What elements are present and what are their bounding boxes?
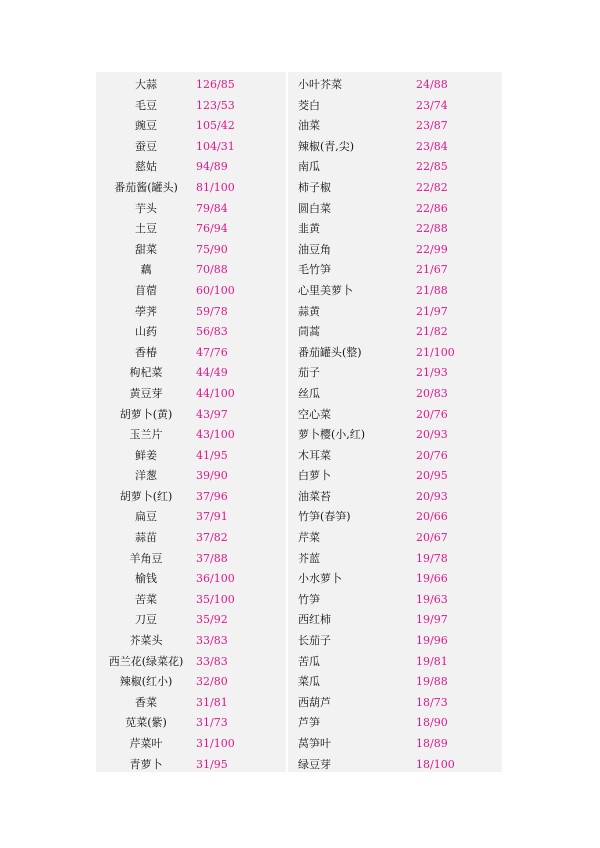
right-item-value: 21/100	[416, 345, 455, 359]
left-item-value: 32/80	[196, 675, 228, 689]
table-row	[0, 631, 600, 652]
table-row	[0, 590, 600, 611]
left-item-value: 60/100	[196, 283, 235, 297]
right-item-value: 19/96	[416, 634, 448, 648]
left-item-value: 31/81	[196, 695, 228, 709]
left-item-name: 慈姑	[135, 160, 157, 174]
right-item-name: 柿子椒	[298, 180, 331, 194]
right-item-value: 19/78	[416, 551, 448, 565]
table-row	[0, 549, 600, 570]
left-item-value: 56/83	[196, 325, 228, 339]
right-item-value: 22/88	[416, 222, 448, 236]
left-item-name: 蚕豆	[135, 139, 157, 153]
table-row	[0, 137, 600, 158]
left-item-name: 辣椒(红小)	[119, 675, 173, 689]
table-row	[0, 528, 600, 549]
right-item-name: 丝瓜	[298, 386, 320, 400]
right-item-name: 茄子	[298, 366, 320, 380]
left-item-name: 青萝卜	[129, 757, 163, 771]
table-row	[0, 343, 600, 364]
left-item-value: 35/92	[196, 613, 228, 627]
right-item-name: 毛竹笋	[298, 263, 331, 277]
right-item-value: 21/97	[416, 304, 448, 318]
right-item-value: 24/88	[416, 78, 448, 91]
left-item-name: 香菜	[135, 695, 157, 709]
left-item-name: 番茄酱(罐头)	[114, 180, 178, 194]
right-item-name: 竹笋	[298, 592, 320, 606]
right-item-name: 茭白	[298, 98, 320, 112]
left-item-name: 芋头	[135, 201, 157, 215]
right-item-value: 20/67	[416, 531, 448, 545]
left-item-value: 94/89	[196, 160, 228, 174]
left-item-value: 59/78	[196, 304, 228, 318]
right-item-name: 白萝卜	[298, 469, 331, 483]
right-item-value: 20/76	[416, 407, 448, 421]
left-item-value: 126/85	[196, 78, 235, 91]
table-row	[0, 652, 600, 673]
left-item-name: 枸杞菜	[129, 366, 163, 380]
table-row	[0, 363, 600, 384]
right-item-value: 22/82	[416, 180, 448, 194]
right-item-name: 芥蓝	[298, 551, 320, 565]
vegetable-table	[0, 75, 600, 775]
right-item-value: 18/73	[416, 695, 448, 709]
right-item-value: 18/100	[416, 757, 455, 771]
right-item-name: 空心菜	[298, 407, 331, 421]
right-item-value: 18/89	[416, 737, 448, 750]
left-item-value: 41/95	[196, 448, 228, 462]
right-item-name: 蒜黄	[298, 304, 320, 318]
left-item-name: 豌豆	[135, 119, 157, 133]
right-item-value: 23/87	[416, 119, 448, 133]
table-row	[0, 240, 600, 261]
right-item-value: 20/83	[416, 386, 448, 400]
table-row	[0, 713, 600, 734]
left-item-name: 大蒜	[135, 78, 157, 91]
table-row	[0, 199, 600, 220]
left-item-name: 藕	[140, 263, 152, 277]
right-item-value: 20/76	[416, 448, 448, 462]
right-item-value: 23/84	[416, 139, 448, 153]
right-item-value: 21/88	[416, 283, 448, 297]
right-item-name: 心里美萝卜	[298, 283, 353, 297]
left-item-value: 123/53	[196, 98, 235, 112]
left-item-value: 44/49	[196, 366, 228, 380]
left-item-name: 洋葱	[135, 469, 157, 483]
right-item-name: 小叶芥菜	[298, 78, 342, 91]
left-item-value: 75/90	[196, 242, 228, 256]
left-item-value: 35/100	[196, 592, 235, 606]
right-item-name: 萝卜樱(小,红)	[298, 428, 366, 442]
left-item-value: 33/83	[196, 634, 228, 648]
left-item-name: 苦菜	[135, 592, 157, 606]
right-item-name: 南瓜	[298, 160, 320, 174]
table-row	[0, 322, 600, 343]
right-item-name: 菜瓜	[298, 675, 320, 689]
right-item-value: 23/74	[416, 98, 448, 112]
left-item-value: 31/100	[196, 737, 235, 750]
table-row	[0, 693, 600, 714]
left-item-value: 43/97	[196, 407, 228, 421]
left-item-value: 36/100	[196, 572, 235, 586]
table-row	[0, 755, 600, 776]
left-item-name: 胡萝卜(黄)	[119, 407, 173, 421]
right-item-name: 长茄子	[298, 634, 331, 648]
table-row	[0, 487, 600, 508]
left-item-name: 山药	[135, 325, 157, 339]
left-item-name: 土豆	[135, 222, 157, 236]
left-item-value: 37/88	[196, 551, 228, 565]
table-row	[0, 75, 600, 96]
right-item-name: 西葫芦	[298, 695, 331, 709]
table-row	[0, 446, 600, 467]
left-item-name: 甜菜	[135, 242, 157, 256]
left-item-name: 榆钱	[135, 572, 157, 586]
table-row	[0, 466, 600, 487]
left-item-name: 苜蓿	[135, 283, 157, 297]
table-row	[0, 281, 600, 302]
table-row	[0, 96, 600, 117]
left-item-name: 羊角豆	[129, 551, 163, 565]
left-item-name: 鲜姜	[135, 448, 157, 462]
right-item-name: 莴笋叶	[298, 737, 331, 750]
right-item-value: 20/93	[416, 428, 448, 442]
table-row	[0, 569, 600, 590]
right-item-name: 圆白菜	[298, 201, 331, 215]
left-item-value: 31/73	[196, 716, 228, 730]
table-row	[0, 302, 600, 323]
left-item-value: 31/95	[196, 757, 228, 771]
left-item-name: 扁豆	[135, 510, 157, 524]
right-item-name: 绿豆芽	[298, 757, 331, 771]
left-item-value: 37/91	[196, 510, 228, 524]
right-item-value: 19/97	[416, 613, 448, 627]
left-item-value: 33/83	[196, 654, 228, 668]
left-item-name: 刀豆	[135, 613, 157, 627]
right-item-value: 22/86	[416, 201, 448, 215]
left-item-value: 44/100	[196, 386, 235, 400]
left-item-value: 105/42	[196, 119, 235, 133]
left-item-name: 芥菜头	[129, 634, 163, 648]
right-item-value: 21/82	[416, 325, 448, 339]
right-item-name: 番茄罐头(整)	[298, 345, 362, 359]
table-row	[0, 384, 600, 405]
left-item-name: 香椿	[135, 345, 157, 359]
right-item-value: 19/63	[416, 592, 448, 606]
left-item-value: 39/90	[196, 469, 228, 483]
left-item-name: 毛豆	[135, 98, 157, 112]
left-item-name: 蒜苗	[135, 531, 157, 545]
right-item-name: 竹笋(春笋)	[298, 510, 351, 524]
right-item-value: 22/85	[416, 160, 448, 174]
table-row	[0, 734, 600, 755]
table-row	[0, 610, 600, 631]
left-item-value: 104/31	[196, 139, 235, 153]
table-row	[0, 219, 600, 240]
right-item-name: 油豆角	[298, 242, 331, 256]
right-item-value: 20/93	[416, 489, 448, 503]
right-item-name: 韭黄	[298, 222, 320, 236]
right-item-name: 芹菜	[298, 531, 320, 545]
right-item-name: 芦笋	[298, 716, 320, 730]
right-item-name: 西红柿	[298, 613, 331, 627]
table-row	[0, 260, 600, 281]
left-item-name: 玉兰片	[129, 428, 163, 442]
right-item-value: 18/90	[416, 716, 448, 730]
table-row	[0, 507, 600, 528]
right-item-name: 木耳菜	[298, 448, 331, 462]
left-item-name: 西兰花(绿菜花)	[108, 654, 184, 668]
table-row	[0, 157, 600, 178]
right-item-name: 油菜苔	[298, 489, 331, 503]
table-row	[0, 178, 600, 199]
table-row	[0, 116, 600, 137]
right-item-name: 茼蒿	[298, 325, 320, 339]
right-item-name: 油菜	[298, 119, 320, 133]
right-item-value: 20/95	[416, 469, 448, 483]
table-row	[0, 672, 600, 693]
left-item-value: 70/88	[196, 263, 228, 277]
right-item-value: 19/66	[416, 572, 448, 586]
table-row	[0, 425, 600, 446]
right-item-value: 21/67	[416, 263, 448, 277]
right-item-value: 21/93	[416, 366, 448, 380]
right-item-name: 辣椒(青,尖)	[298, 139, 355, 153]
left-item-value: 47/76	[196, 345, 228, 359]
right-item-value: 19/81	[416, 654, 448, 668]
left-item-name: 荸荠	[135, 304, 157, 318]
right-item-name: 小水萝卜	[298, 572, 342, 586]
left-item-name: 芹菜叶	[129, 737, 163, 750]
left-item-name: 苋菜(紫)	[125, 716, 167, 730]
left-item-value: 37/82	[196, 531, 228, 545]
left-item-name: 黄豆芽	[129, 386, 163, 400]
left-item-name: 胡萝卜(红)	[119, 489, 173, 503]
left-item-value: 81/100	[196, 180, 235, 194]
right-item-value: 19/88	[416, 675, 448, 689]
left-item-value: 43/100	[196, 428, 235, 442]
table-row	[0, 405, 600, 426]
left-item-value: 37/96	[196, 489, 228, 503]
right-item-value: 20/66	[416, 510, 448, 524]
left-item-value: 79/84	[196, 201, 228, 215]
right-item-value: 22/99	[416, 242, 448, 256]
right-item-name: 苦瓜	[298, 654, 320, 668]
left-item-value: 76/94	[196, 222, 228, 236]
